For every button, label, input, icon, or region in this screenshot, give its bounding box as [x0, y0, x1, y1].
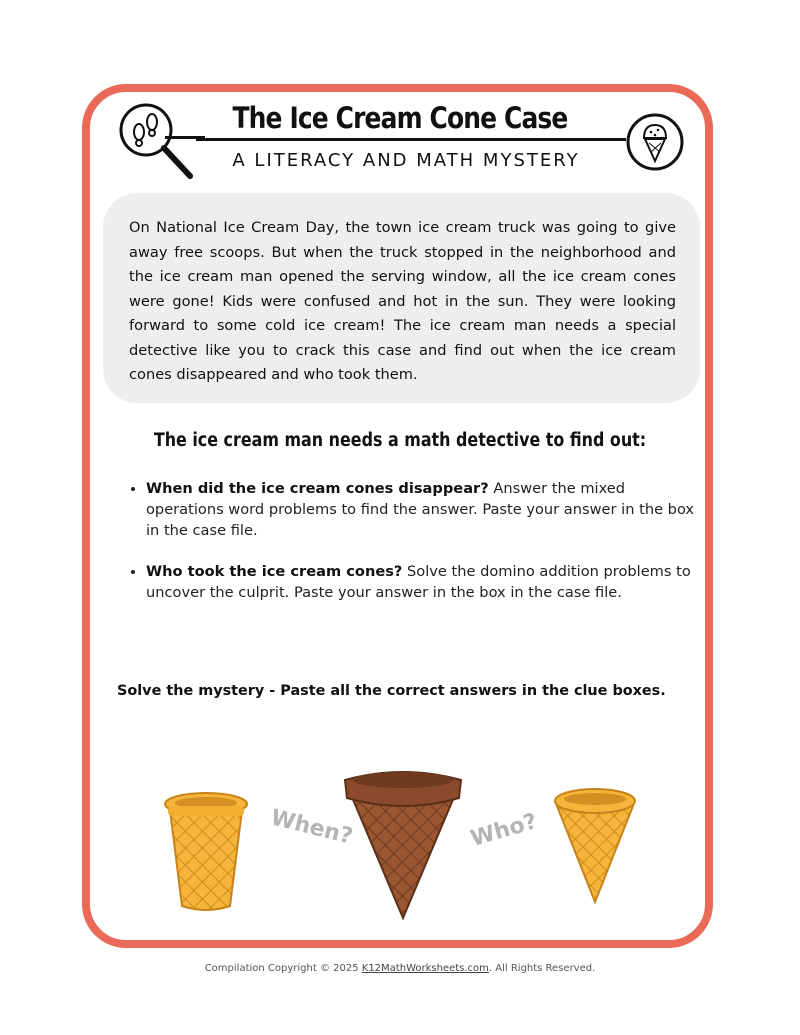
- title-underline: [196, 138, 626, 141]
- clue-when-label: When?: [268, 805, 356, 850]
- clue-who-label: Who?: [467, 809, 540, 852]
- question-who: Who took the ice cream cones?: [146, 563, 403, 580]
- instruction-text: Solve the mystery - Paste all the correct answers in the clue boxes.: [117, 683, 666, 699]
- task-heading: The ice cream man needs a math detective to find out:: [153, 430, 647, 451]
- chocolate-cone-icon: [343, 768, 463, 920]
- magnifier-footprints-icon: [112, 96, 198, 182]
- copyright-footer: [0, 963, 800, 974]
- page-subtitle: A LITERACY AND MATH MYSTERY: [232, 150, 580, 171]
- copyright-suffix: . All Rights Reserved.: [488, 963, 596, 974]
- page-title: The Ice Cream Cone Case: [232, 101, 568, 135]
- task-list: [122, 478, 706, 623]
- list-item: [146, 561, 706, 603]
- question-when-detail: Answer the mixed operations word problems to find the answer. Paste your answer in the box in the case file.: [146, 480, 695, 539]
- website-link[interactable]: K12MathWorksheets.com: [361, 963, 489, 974]
- list-item: [146, 478, 706, 541]
- waffle-cone-icon: [552, 784, 638, 904]
- question-who-detail: Solve the domino addition problems to uncover the culprit. Paste your answer in the box in the case file.: [146, 563, 691, 601]
- question-when: When did the ice cream cones disappear?: [146, 480, 489, 497]
- waffle-cup-cone-icon: [160, 788, 252, 914]
- story-panel: On National Ice Cream Day, the town ice cream truck was going to give away free scoops. But when the truck stopped in the neighborhood and the ice cream man opened the serving window, all the ice cream cones were gone! Kids were confused and hot in the sun. They were looking forward to some cold ice cream! The ice cream man needs a special detective like you to crack this case and find out when the ice cream cones disappeared and who took them.: [103, 193, 700, 403]
- copyright-prefix: Compilation Copyright © 2025: [204, 963, 362, 974]
- ice-cream-badge-icon: [625, 112, 685, 172]
